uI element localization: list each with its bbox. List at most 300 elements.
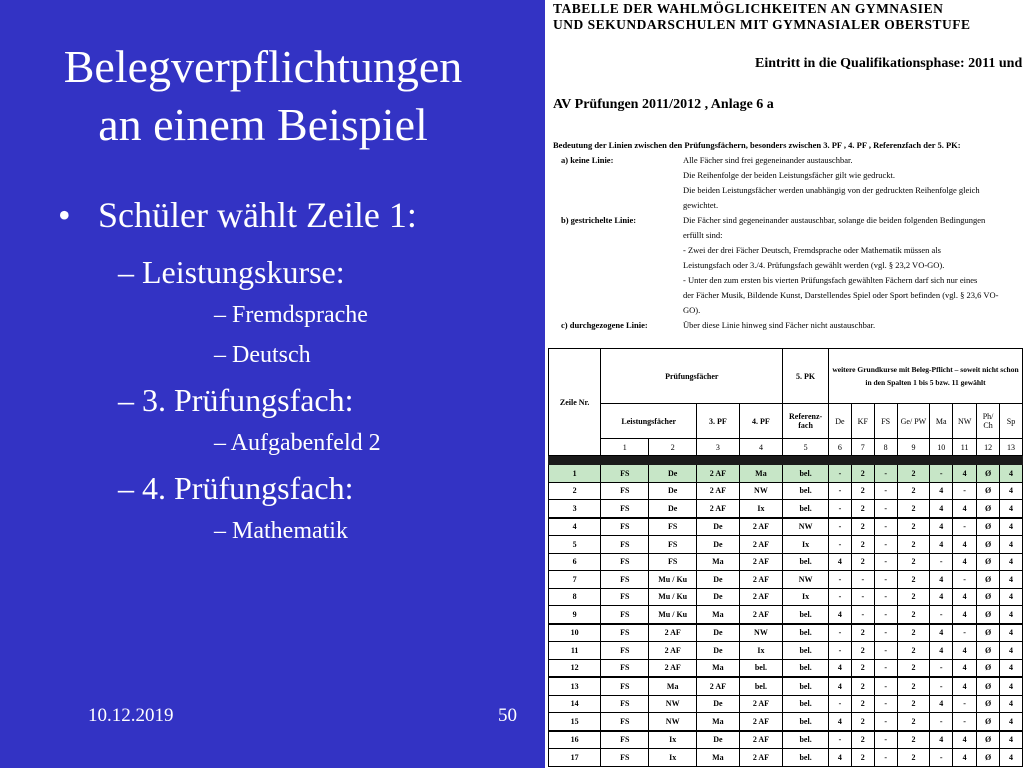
table-cell: - [828,588,851,606]
document-heading [553,1,971,33]
header-pruefungsfaecher: Prüfungsfächer [601,349,783,404]
table-cell: NW [739,482,783,500]
legend-row [553,153,1023,168]
column-number: 13 [1000,439,1023,456]
table-cell: 4 [953,659,977,677]
table-cell: FS [649,518,697,536]
bullet-text: – Aufgabenfeld 2 [214,430,381,456]
table-cell: - [930,553,953,571]
table-cell: De [649,482,697,500]
table-cell: Mu / Ku [649,588,697,606]
footer-date: 10.12.2019 [88,705,174,726]
table-cell: 4 [953,465,977,483]
header-zeile: Zeile Nr. [549,349,601,456]
table-cell: FS [601,713,649,731]
table-cell: 4 [1000,606,1023,624]
table-cell: Ø [977,553,1000,571]
table-cell: 4 [953,642,977,660]
bullet-level-2 [58,250,538,298]
table-cell: De [697,731,739,749]
separator-cell [549,456,601,465]
table-cell: 4 [1000,713,1023,731]
table-cell: 4 [1000,695,1023,713]
table-cell: 2 AF [649,642,697,660]
document-heading-line-1: TABELLE DER WAHLMÖGLICHKEITEN AN GYMNASIEN [553,1,944,16]
separator-cell [739,456,783,465]
table-row [549,731,1023,749]
table-cell: Ix [783,536,829,554]
table-cell: 2 [897,731,930,749]
table-cell: Ix [739,642,783,660]
bullet-list [58,190,538,554]
bullet-text: – 4. Prüfungsfach: [118,470,354,506]
separator-cell [828,456,851,465]
table-cell: 4 [953,500,977,518]
separator-cell [697,456,739,465]
bullet-text: – Mathematik [214,518,348,544]
column-number: 12 [977,439,1000,456]
table-cell: bel. [783,624,829,642]
table-cell: De [697,518,739,536]
table-cell: bel. [783,500,829,518]
table-cell: - [874,642,897,660]
table-cell: bel. [739,659,783,677]
table-cell: 4 [828,713,851,731]
column-number: 8 [874,439,897,456]
table-cell: 2 [549,482,601,500]
legend-text: der Fächer Musik, Bildende Kunst, Darstellendes Spiel oder Sport befinden (vgl. § 23,6 VO- [683,290,999,300]
table-cell: 6 [549,553,601,571]
bullet-text: – Fremdsprache [214,302,368,328]
header-4pf: 4. PF [739,404,783,439]
separator-cell [851,456,874,465]
table-cell: - [874,465,897,483]
table-row [549,713,1023,731]
table-cell: - [851,571,874,589]
header-subject: KF [851,404,874,439]
legend-text: Die beiden Leistungsfächer werden unabhängig von der gedruckten Reihenfolge gleich [683,185,980,195]
table-cell: 2 [851,553,874,571]
slide-title-line-1: Belegverpflichtungen [63,41,463,92]
table-cell: NW [649,695,697,713]
table-cell: - [930,749,953,767]
table-cell: De [697,642,739,660]
table-cell: Ø [977,606,1000,624]
table-cell: - [930,606,953,624]
table-cell: NW [783,518,829,536]
table-cell: - [953,482,977,500]
table-cell: - [828,536,851,554]
table-cell: Ix [649,749,697,767]
table-cell: 2 [897,518,930,536]
separator-cell [930,456,953,465]
bullet-level-1 [58,190,538,250]
table-cell: - [874,536,897,554]
separator-cell [783,456,829,465]
separator-cell [897,456,930,465]
table-cell: 2 AF [739,731,783,749]
table-cell: Ix [649,731,697,749]
bullet-level-3 [58,514,538,554]
table-cell: 4 [953,606,977,624]
table-cell: Ø [977,571,1000,589]
table-cell: 2 [851,482,874,500]
table-cell: De [697,536,739,554]
table-cell: 2 AF [739,713,783,731]
table-cell: Ø [977,500,1000,518]
table-cell: 4 [1000,482,1023,500]
table-row [549,624,1023,642]
table-cell: 4 [930,500,953,518]
footer-page-number: 50 [498,705,517,726]
header-subject: Sp [1000,404,1023,439]
table-cell: - [953,571,977,589]
document-av-reference: AV Prüfungen 2011/2012 , Anlage 6 a [553,97,774,112]
table-cell: 4 [930,624,953,642]
table-cell: - [828,500,851,518]
separator-cell [874,456,897,465]
table-cell: - [851,588,874,606]
table-separator [549,456,1023,465]
table-cell: 4 [1000,588,1023,606]
table-cell: - [874,500,897,518]
table-cell: 2 [897,606,930,624]
table-cell: 2 [897,588,930,606]
table-cell: 2 [851,749,874,767]
separator-cell [953,456,977,465]
table-cell: FS [601,642,649,660]
bullet-level-2 [58,378,538,426]
table-cell: - [828,731,851,749]
table-cell: 2 [897,553,930,571]
table-row [549,695,1023,713]
table-cell: - [874,588,897,606]
table-cell: 4 [1000,731,1023,749]
table-cell: 2 [851,624,874,642]
table-cell: bel. [783,553,829,571]
legend-row [553,213,1023,228]
table-cell: 4 [1000,500,1023,518]
table-cell: FS [601,571,649,589]
table-cell: - [874,571,897,589]
table-row [549,500,1023,518]
legend-text: Die Reihenfolge der beiden Leistungsfächer gilt wie gedruckt. [683,170,895,180]
legend-text: erfüllt sind: [683,230,723,240]
column-number: 5 [783,439,829,456]
table-cell: 2 [897,713,930,731]
table-cell: 2 [851,518,874,536]
table-cell: 2 AF [697,500,739,518]
document-entry-text: Eintritt in die Qualifikationsphase: 2011 und [755,56,1023,71]
table-cell: bel. [783,606,829,624]
table-row [549,536,1023,554]
table-cell: 2 [897,536,930,554]
table-cell: 4 [930,571,953,589]
table-cell: - [828,624,851,642]
table-cell: bel. [783,713,829,731]
header-grundkurse: weitere Grundkurse mit Beleg-Pflicht – soweit nicht schon in den Spalten 1 bis 5 bzw. 11 gewählt [828,349,1022,404]
table-row [549,659,1023,677]
table-cell: 2 [897,571,930,589]
legend-row [553,288,1023,303]
table-cell: 5 [549,536,601,554]
table-cell: - [851,606,874,624]
table-cell: Ix [739,500,783,518]
table-cell: 3 [549,500,601,518]
slide-title-line-2: an einem Beispiel [98,99,428,150]
header-5pk: 5. PK [783,349,829,404]
legend-row [553,183,1023,198]
table-cell: - [874,731,897,749]
table-cell: 2 AF [739,553,783,571]
column-number: 3 [697,439,739,456]
table-cell: 4 [1000,659,1023,677]
table-header-row [549,404,1023,439]
table-cell: 4 [1000,642,1023,660]
column-number: 1 [601,439,649,456]
table-cell: FS [601,731,649,749]
table-cell: - [930,465,953,483]
table-cell: De [697,624,739,642]
table-cell: Ø [977,642,1000,660]
table-cell: bel. [783,465,829,483]
table-cell: - [828,465,851,483]
table-row [549,518,1023,536]
table-cell: - [874,606,897,624]
table-row [549,465,1023,483]
table-cell: FS [601,695,649,713]
table-cell: 2 AF [739,695,783,713]
table-cell: 4 [953,553,977,571]
table-row [549,677,1023,695]
legend-label: c) durchgezogene Linie: [561,320,648,330]
table-cell: bel. [783,695,829,713]
legend-row [553,303,1023,318]
table-cell: 2 [897,695,930,713]
table-cell: bel. [739,677,783,695]
table-cell: NW [783,571,829,589]
table-cell: FS [649,553,697,571]
table-cell: FS [601,465,649,483]
table-cell: 2 AF [739,606,783,624]
legend-text: gewichtet. [683,200,719,210]
table-cell: Ø [977,536,1000,554]
table-cell: 4 [1000,571,1023,589]
column-number: 10 [930,439,953,456]
table-cell: 2 [851,536,874,554]
table-cell: 4 [549,518,601,536]
table-cell: - [953,713,977,731]
table-cell: 4 [953,749,977,767]
table-cell: FS [601,624,649,642]
separator-cell [1000,456,1023,465]
table-cell: 4 [930,588,953,606]
table-cell: 2 [851,695,874,713]
table-cell: 4 [930,518,953,536]
table-cell: - [828,695,851,713]
table-cell: 2 AF [697,465,739,483]
table-cell: Mu / Ku [649,571,697,589]
legend-row [553,243,1023,258]
table-row [549,482,1023,500]
table-cell: 4 [1000,749,1023,767]
bullet-level-3 [58,338,538,378]
table-cell: 2 [851,659,874,677]
table-cell: De [697,571,739,589]
table-cell: Ma [697,606,739,624]
header-subject: NW [953,404,977,439]
table-cell: Ix [783,588,829,606]
table-cell: 2 [897,482,930,500]
header-subject: Ge/ PW [897,404,930,439]
document-heading-line-2: UND SEKUNDARSCHULEN MIT GYMNASIALER OBERSTUFE [553,17,971,32]
legend-heading: Bedeutung der Linien zwischen den Prüfungsfächern, besonders zwischen 3. PF , 4. PF , Referenzfach der 5. PK: [553,140,961,150]
choice-table [548,348,1023,767]
table-cell: - [874,659,897,677]
legend-text: Alle Fächer sind frei gegeneinander austauschbar. [683,155,853,165]
table-cell: 4 [828,749,851,767]
bullet-level-3 [58,298,538,338]
bullet-text: – Leistungskurse: [118,254,345,290]
table-cell: 2 [897,500,930,518]
column-number: 7 [851,439,874,456]
table-cell: 2 AF [739,571,783,589]
table-cell: Ma [697,749,739,767]
table-cell: 2 [851,677,874,695]
table-cell: 4 [953,536,977,554]
column-number: 9 [897,439,930,456]
table-cell: FS [601,659,649,677]
table-cell: 4 [828,553,851,571]
column-number: 4 [739,439,783,456]
table-row [549,749,1023,767]
table-cell: Ø [977,465,1000,483]
table-cell: 2 [897,624,930,642]
legend-row [553,318,1023,333]
table-cell: 2 AF [697,677,739,695]
table-cell: - [828,571,851,589]
table-cell: 4 [930,695,953,713]
table-cell: De [697,695,739,713]
table-cell: Ma [649,677,697,695]
table-cell: NW [649,713,697,731]
table-cell: FS [601,677,649,695]
table-cell: bel. [783,749,829,767]
table-cell: 2 AF [649,624,697,642]
table-cell: 4 [930,731,953,749]
table-cell: Ma [697,553,739,571]
legend-label: a) keine Linie: [561,155,614,165]
table-cell: Ø [977,518,1000,536]
table-cell: 4 [930,482,953,500]
table-cell: bel. [783,659,829,677]
table-cell: Ma [739,465,783,483]
table-cell: 4 [953,588,977,606]
document-legend-notes [553,138,1023,333]
separator-cell [977,456,1000,465]
table-cell: - [953,518,977,536]
table-cell: Ø [977,624,1000,642]
table-cell: bel. [783,731,829,749]
table-cell: FS [601,536,649,554]
table-cell: Ø [977,677,1000,695]
table-cell: 4 [930,642,953,660]
table-cell: 4 [953,677,977,695]
table-cell: 15 [549,713,601,731]
legend-row [553,273,1023,288]
table-cell: 2 AF [739,588,783,606]
table-cell: 4 [953,731,977,749]
table-row [549,588,1023,606]
table-cell: 4 [1000,518,1023,536]
table-cell: Ma [697,713,739,731]
table-cell: 16 [549,731,601,749]
bullet-text: Schüler wählt Zeile 1: [98,195,417,235]
table-cell: - [953,695,977,713]
legend-row [553,198,1023,213]
separator-cell [601,456,649,465]
document-image [545,0,1024,768]
table-cell: 14 [549,695,601,713]
table-cell: 2 [897,465,930,483]
header-subject: Ph/ Ch [977,404,1000,439]
table-cell: - [828,482,851,500]
table-cell: 2 AF [649,659,697,677]
table-column-number-row [549,439,1023,456]
table-cell: 11 [549,642,601,660]
table-cell: bel. [783,677,829,695]
table-cell: 2 [897,659,930,677]
header-3pf: 3. PF [697,404,739,439]
table-cell: 9 [549,606,601,624]
table-cell: 4 [1000,465,1023,483]
slide-title [0,38,526,154]
table-cell: - [874,713,897,731]
table-cell: - [953,624,977,642]
table-cell: - [874,695,897,713]
table-cell: 2 AF [739,518,783,536]
table-cell: bel. [783,482,829,500]
table-cell: FS [601,500,649,518]
table-cell: Ø [977,731,1000,749]
legend-text: - Unter den zum ersten bis vierten Prüfungsfach gewählten Fächern darf sich nur eines [683,275,978,285]
table-cell: - [874,677,897,695]
table-cell: De [649,465,697,483]
table-cell: FS [649,536,697,554]
legend-label: b) gestrichelte Linie: [561,215,637,225]
table-cell: 4 [1000,536,1023,554]
table-row [549,642,1023,660]
table-row [549,553,1023,571]
table-cell: 4 [828,677,851,695]
separator-cell [649,456,697,465]
table-cell: 4 [1000,624,1023,642]
header-leistungsfaecher: Leistungsfächer [601,404,697,439]
table-cell: Ø [977,713,1000,731]
table-cell: - [930,659,953,677]
table-cell: - [874,749,897,767]
column-number: 2 [649,439,697,456]
table-cell: Ø [977,749,1000,767]
table-cell: 4 [1000,553,1023,571]
table-cell: - [828,518,851,536]
table-cell: 2 [851,465,874,483]
bullet-text: – Deutsch [214,342,311,368]
table-cell: 2 [851,642,874,660]
bullet-text: – 3. Prüfungsfach: [118,382,354,418]
table-cell: 8 [549,588,601,606]
header-subject: FS [874,404,897,439]
